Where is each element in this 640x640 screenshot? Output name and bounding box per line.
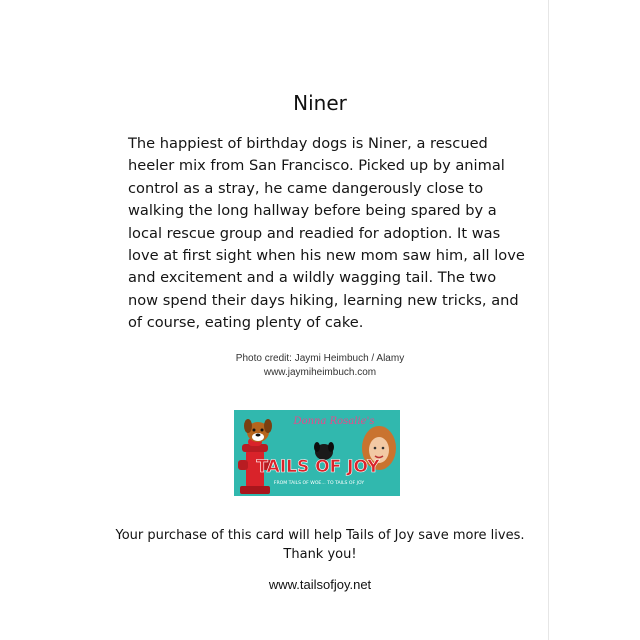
thank-you-line: Thank you! — [283, 547, 357, 562]
story-line: heeler mix from San Francisco. Picked up by animal — [128, 157, 505, 175]
story-line: of course, eating plenty of cake. — [128, 314, 364, 332]
story-line: walking the long hallway before being spared by a — [128, 202, 497, 220]
story-paragraph — [128, 133, 525, 335]
story-line: and excitement and a wildly wagging tail. The two — [128, 269, 497, 287]
boxer-dog-icon — [244, 419, 272, 442]
logo-tagline: FROM TAILS OF WOE... TO TAILS OF JOY — [273, 481, 365, 486]
story-line: local rescue group and readied for adoption. It was — [128, 224, 501, 242]
website-url: www.tailsofjoy.net — [268, 577, 372, 592]
logo-artwork — [234, 410, 400, 496]
story-line: The happiest of birthday dogs is Niner, a rescued — [128, 135, 488, 152]
story-line: now spend their days hiking, learning new tricks, and — [128, 291, 519, 309]
tails-of-joy-logo — [234, 410, 400, 496]
story-line: love at first sight when his new mom saw him, all love — [128, 247, 525, 265]
card-title: Niner — [293, 91, 347, 115]
photographer-url: www.jaymiheimbuch.com — [263, 367, 377, 378]
closing-line: Your purchase of this card will help Tails of Joy save more lives. — [115, 528, 525, 543]
story-line: control as a stray, he came dangerously close to — [128, 179, 484, 197]
logo-script-name: Donna Rosalie's — [293, 416, 375, 427]
logo-brand-name: TAILS OF JOY — [256, 457, 380, 477]
photo-credit — [0, 352, 640, 380]
photo-credit-text: Photo credit: Jaymi Heimbuch / Alamy — [235, 353, 405, 364]
closing-message — [0, 526, 640, 564]
